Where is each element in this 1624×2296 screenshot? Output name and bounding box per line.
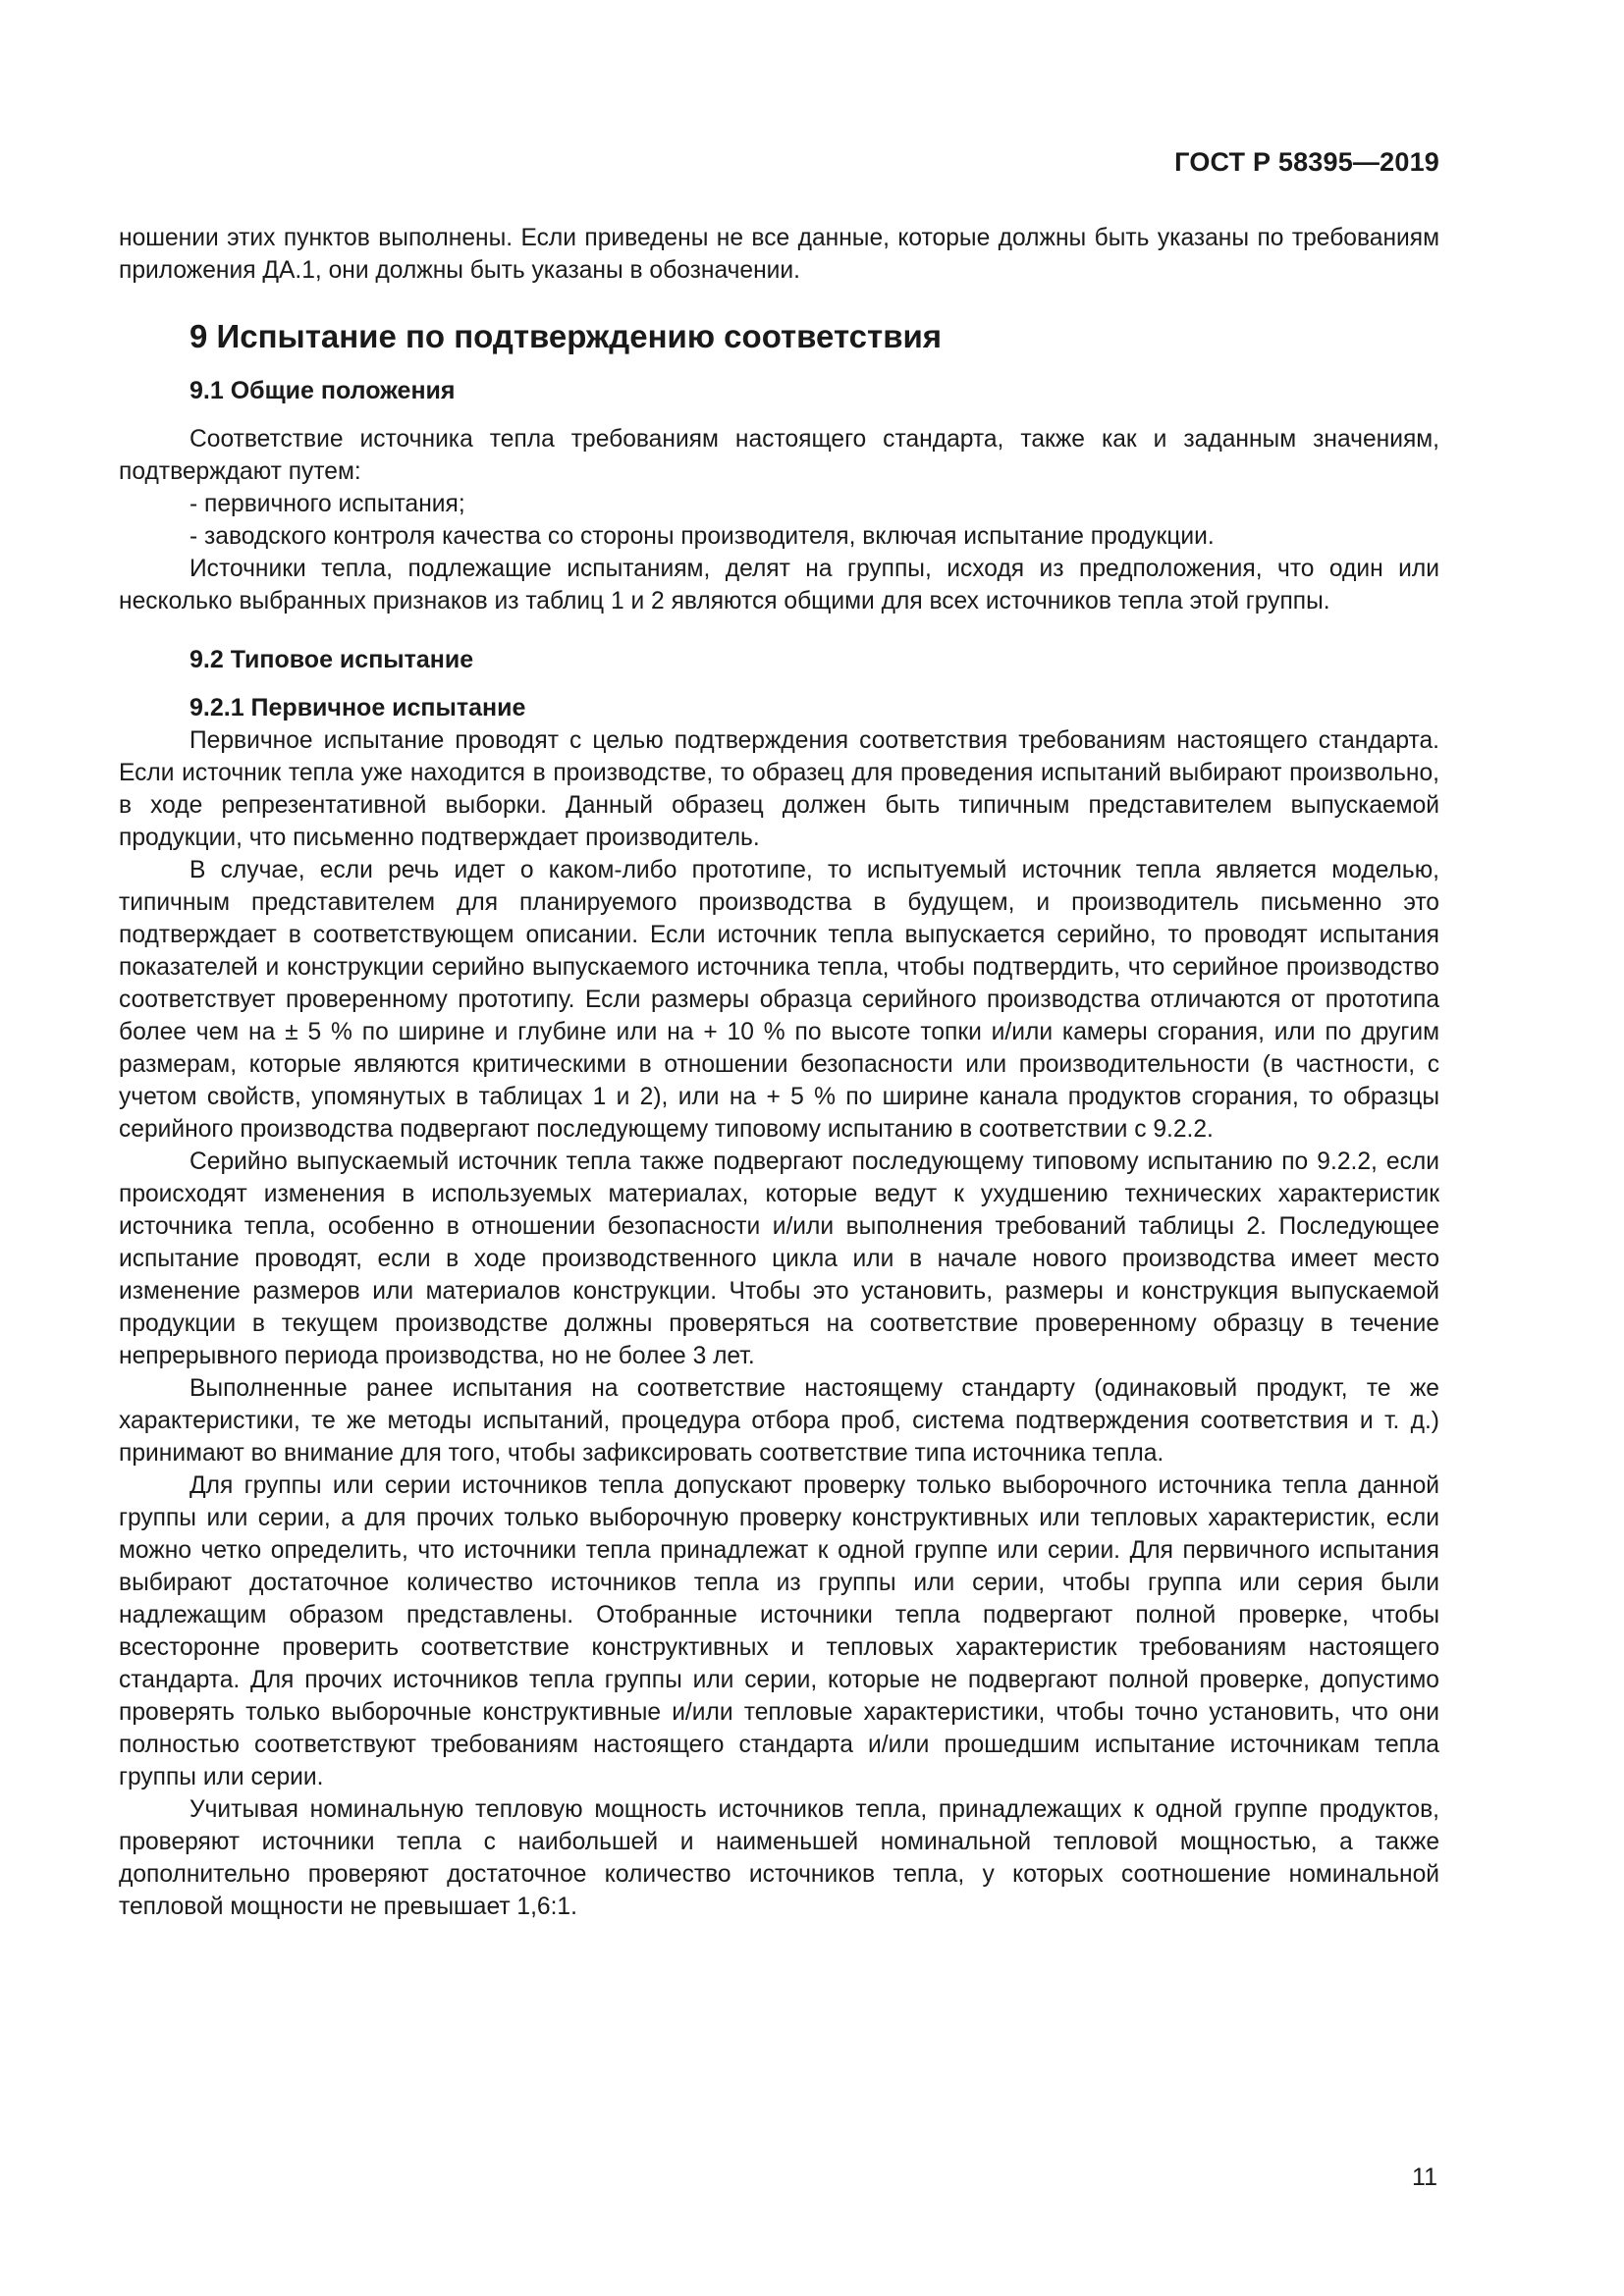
section-9-heading: 9 Испытание по подтверждению соответствия	[189, 318, 943, 354]
section-9-2-1-paragraph-1: Первичное испытание проводят с целью подтверждения соответствия требованиям настоящего стандарта. Если источник тепла уже находится в производстве, то образец для проведения испытаний выбирают произвольно, в ходе репрезентативной выборки. Данный образец должен быть типичным представителем выпускаемой продукции, что письменно подтверждает производитель.	[119, 727, 1439, 851]
section-9-2-1-paragraph-5: Для группы или серии источников тепла допускают проверку только выборочного источника тепла данной группы или серии, а для прочих только выборочную проверку конструктивных или тепловых характеристик, если можно четко определить, что источники тепла принадлежат к одной группе или серии. Для первичного испытания выбирают достаточное количество источников тепла из группы или серии, чтобы группа или серия были надлежащим образом представлены. Отобранные источники тепла подвергают полной проверке, чтобы всесторонне проверить соответствие конструктивных и тепловых характеристик требованиям настоящего стандарта. Для прочих источников тепла группы или серии, которые не подвергают полной проверке, допустимо проверять только выборочные конструктивные и/или тепловые характеристики, чтобы точно установить, что они полностью соответствуют требованиям настоящего стандарта и/или прошедшим испытание источникам тепла группы или серии.	[119, 1472, 1439, 1790]
section-9-1-heading: 9.1 Общие положения	[189, 377, 456, 404]
section-9-2-1-paragraph-2: В случае, если речь идет о каком-либо прототипе, то испытуемый источник тепла является моделью, типичным представителем для планируемого производства в будущем, и производитель письменно это подтверждает в соответствующем описании. Если источник тепла выпускается серийно, то проводят испытания показателей и конструкции серийно выпускаемого источника тепла, чтобы подтвердить, что серийное производство соответствует проверенному прототипу. Если размеры образца серийного производства отличаются от прототипа более чем на ± 5 % по ширине и глубине или на + 10 % по высоте топки и/или камеры сгорания, или по другим размерам, которые являются критическими в отношении безопасности или производительности (в частности, с учетом свойств, упомянутых в таблицах 1 и 2), или на + 5 % по ширине канала продуктов сгорания, то образцы серийного производства подвергают последующему типовому испытанию в соответствии с 9.2.2.	[119, 857, 1439, 1143]
page-content	[119, 222, 1439, 1923]
section-9-2-1-heading: 9.2.1 Первичное испытание	[189, 694, 526, 721]
section-9-2-1-paragraph-3: Серийно выпускаемый источник тепла также подвергают последующему типовому испытанию по 9.2.2, если происходят изменения в используемых материалах, которые ведут к ухудшению технических характеристик источника тепла, особенно в отношении безопасности и/или выполнения требований таблицы 2. Последующее испытание проводят, если в ходе производственного цикла или в начале нового производства имеет место изменение размеров или материалов конструкции. Чтобы это установить, размеры и конструкция выпускаемой продукции в текущем производстве должны проверяться на соответствие проверенному образцу в течение непрерывного периода производства, но не более 3 лет.	[119, 1148, 1439, 1369]
intro-paragraph: ношении этих пунктов выполнены. Если приведены не все данные, которые должны быть указаны по требованиям приложения ДА.1, они должны быть указаны в обозначении.	[119, 225, 1439, 284]
page-number: 11	[1412, 2163, 1437, 2191]
section-9-1-paragraph-1: Соответствие источника тепла требованиям настоящего стандарта, также как и заданным значениям, подтверждают путем:	[119, 426, 1439, 485]
section-9-2-heading: 9.2 Типовое испытание	[189, 646, 474, 673]
document-code: ГОСТ Р 58395—2019	[1174, 147, 1439, 177]
section-9-1-paragraph-2: Источники тепла, подлежащие испытаниям, делят на группы, исходя из предположения, что один или несколько выбранных признаков из таблиц 1 и 2 являются общими для всех источников тепла этой группы.	[119, 556, 1439, 614]
list-item-primary-test: - первичного испытания;	[189, 491, 465, 517]
section-9-2-1-paragraph-6: Учитывая номинальную тепловую мощность источников тепла, принадлежащих к одной группе продуктов, проверяют источники тепла с наибольшей и наименьшей номинальной тепловой мощностью, а также дополнительно проверяют достаточное количество источников тепла, у которых соотношение номинальной тепловой мощности не превышает 1,6:1.	[119, 1796, 1439, 1920]
section-9-2-1-paragraph-4: Выполненные ранее испытания на соответствие настоящему стандарту (одинаковый продукт, те же характеристики, те же методы испытаний, процедура отбора проб, система подтверждения соответствия и т. д.) принимают во внимание для того, чтобы зафиксировать соответствие типа источника тепла.	[119, 1375, 1439, 1467]
list-item-factory-control: - заводского контроля качества со стороны производителя, включая испытание продукции.	[189, 523, 1215, 550]
